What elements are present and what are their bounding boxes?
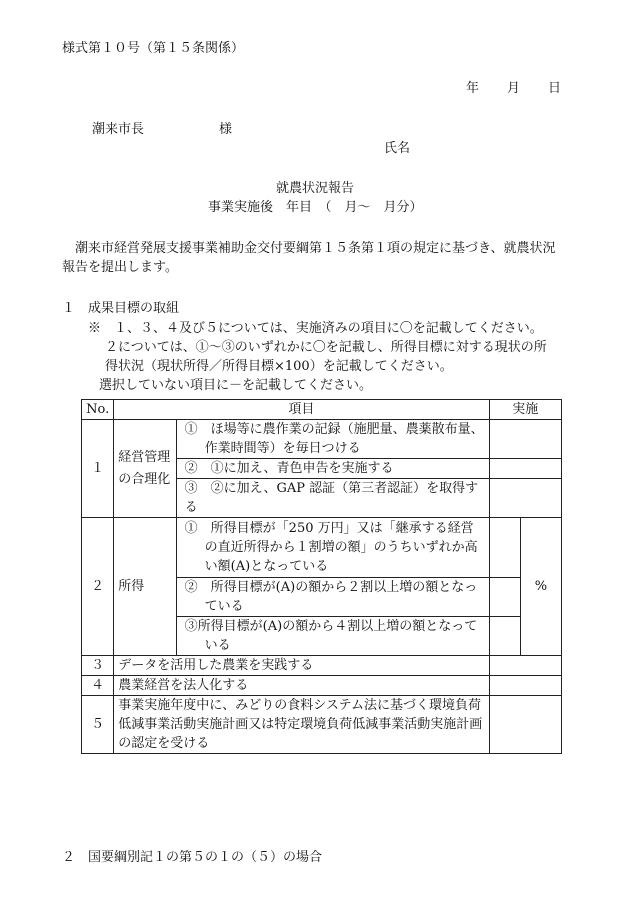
applicant-name-label: 氏名	[384, 141, 411, 156]
section1-notes	[88, 319, 562, 395]
row2-category: 所得	[114, 518, 176, 656]
form-number: 様式第１０号（第１５条関係）	[62, 41, 245, 56]
row5-check[interactable]	[489, 696, 561, 754]
row3-item: データを活用した農業を実践する	[114, 656, 489, 676]
row2-item3-check[interactable]	[489, 617, 520, 656]
row3-check[interactable]	[489, 656, 561, 676]
row1-no: １	[82, 420, 114, 518]
table-row	[82, 518, 562, 578]
date-line	[466, 80, 561, 98]
date-year: 年	[466, 81, 480, 96]
row3-no: ３	[82, 656, 114, 676]
row1-item2-check[interactable]	[489, 459, 561, 479]
addressee	[92, 121, 232, 139]
document-title: 就農状況報告	[275, 181, 354, 196]
row2-percent[interactable]: %	[520, 518, 561, 656]
note-line: ２については、①～③のいずれかに〇を記載し、所得目標に対する現状の所	[105, 340, 547, 355]
table-row	[82, 676, 562, 696]
document-subtitle: 事業実施後 年目 （ 月～ 月分）	[208, 200, 423, 215]
row4-check[interactable]	[489, 676, 561, 696]
row2-item2: ② 所得目標が(A)の額から２割以上増の額となっている	[176, 578, 489, 617]
table-header-row	[82, 400, 562, 420]
section1-heading: １ 成果目標の取組	[62, 301, 180, 316]
row4-no: ４	[82, 676, 114, 696]
row2-item3: ③所得目標が(A)の額から４割以上増の額となっている	[176, 617, 489, 656]
row1-item3-check[interactable]	[489, 479, 561, 518]
intro-paragraph: 潮来市経営発展支援事業補助金交付要綱第１５条第１項の規定に基づき、就農状況報告を提出します。	[62, 241, 556, 275]
row1-item1-check[interactable]	[489, 420, 561, 459]
row5-item: 事業実施年度中に、みどりの食料システム法に基づく環境負荷低減事業活動実施計画又は特定環境負荷低減事業活動実施計画の認定を受ける	[114, 696, 489, 754]
row1-item1: ① ほ場等に農作業の記録（施肥量、農薬散布量、作業時間等）を毎日つける	[176, 420, 489, 459]
header-item: 項目	[114, 400, 489, 420]
goals-table	[81, 399, 562, 754]
row2-item1-check[interactable]	[489, 518, 520, 578]
section2-heading: ２ 国要綱別記１の第５の１の（５）の場合	[62, 850, 323, 865]
date-month: 月	[507, 81, 521, 96]
addressee-name: 潮来市長	[92, 122, 145, 137]
row2-item1: ① 所得目標が「250 万円」又は「継承する経営の直近所得から１割増の額」のうちいずれか高い額(A)となっている	[176, 518, 489, 578]
row1-category: 経営管理の合理化	[114, 420, 176, 518]
table-row	[82, 656, 562, 676]
note-line: ※ １、３、４及び５については、実施済みの項目に〇を記載してください。	[88, 321, 543, 336]
row5-no: ５	[82, 696, 114, 754]
row2-no: ２	[82, 518, 114, 656]
note-line: 得状況（現状所得／所得目標×100）を記載してください。	[105, 359, 453, 374]
row1-item2: ② ①に加え、青色申告を実施する	[176, 459, 489, 479]
table-row	[82, 420, 562, 459]
table-row	[82, 696, 562, 754]
header-no: No.	[82, 400, 114, 420]
row2-item2-check[interactable]	[489, 578, 520, 617]
row1-item3: ③ ②に加え、GAP 認証（第三者認証）を取得する	[176, 479, 489, 518]
header-done: 実施	[489, 400, 561, 420]
row4-item: 農業経営を法人化する	[114, 676, 489, 696]
honorific: 様	[219, 122, 233, 137]
note-line: 選択していない項目に－を記載してください。	[99, 378, 373, 393]
date-day: 日	[548, 81, 562, 96]
